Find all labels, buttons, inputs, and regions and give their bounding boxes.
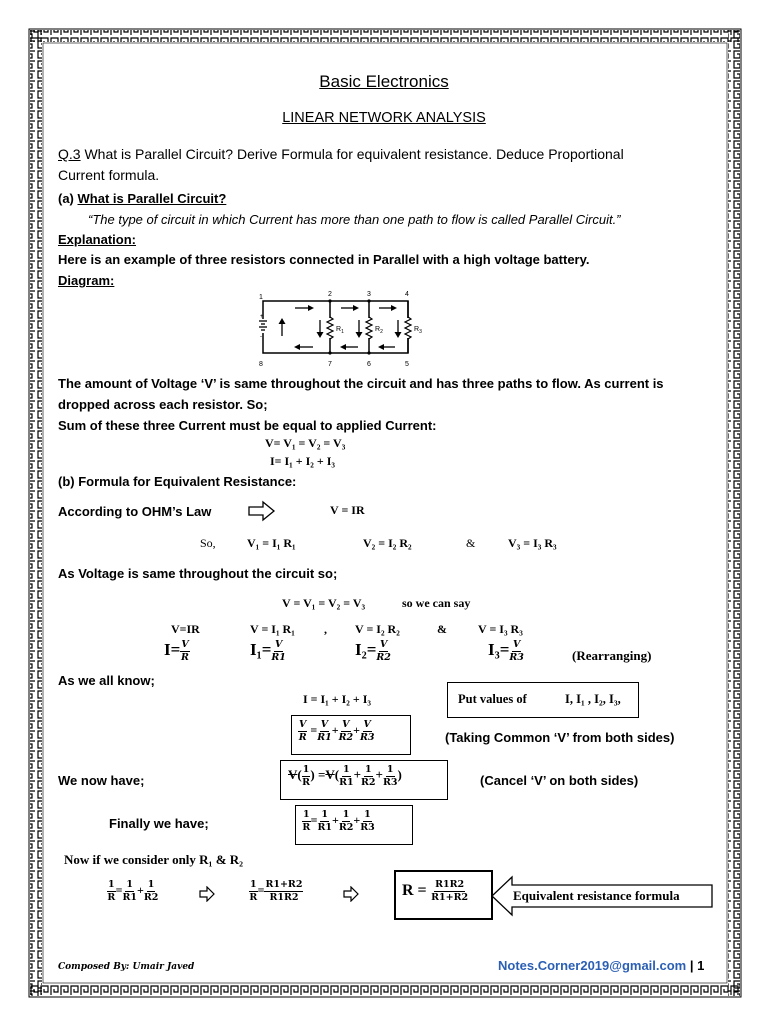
question-text: What is Parallel Circuit? Derive Formula for equivalent resistance. Deduce Proportional [80, 146, 624, 162]
part-b-heading: (b) Formula for Equivalent Resistance: [58, 474, 297, 489]
diagram-heading: Diagram: [58, 273, 115, 288]
we-now-have: We now have; [58, 773, 145, 788]
question-line-2: Current formula. [58, 167, 160, 183]
v3-equation: V₃ = I₃ R₃ [508, 536, 557, 550]
i2-formula [355, 640, 391, 662]
part-a-prefix: (a) [58, 191, 78, 206]
composed-by: Composed By: Umair Javed [58, 962, 195, 972]
i1-lhs: I₁= [250, 640, 272, 660]
voltage-same-equation: V = V₁ = V₂ = V₃ [282, 596, 366, 610]
finally-we-have: Finally we have; [109, 816, 209, 831]
two-resistor-combined: $\frac{1}{R}$ = $\frac{R1+R2}{R1R2}$ [249, 879, 303, 903]
row-v2: V = I₂ R₂ [355, 622, 400, 636]
as-we-know: As we all know; [58, 673, 155, 688]
i3-formula [488, 640, 524, 662]
page-subtitle: LINEAR NETWORK ANALYSIS [282, 110, 486, 126]
part-a-heading [58, 191, 226, 206]
common-v-equation: $\frac{V}{R}$ = $\frac{V}{R1}$ + $\frac{V}{R2}$ + $\frac{V}{R3}$ [298, 719, 375, 743]
so-we-can-say: so we can say [402, 596, 471, 610]
hollow-arrow-icon [198, 886, 216, 902]
same-voltage-text: As Voltage is same throughout the circuit so; [58, 566, 338, 581]
node-1-label: 1 [259, 294, 263, 301]
row-comma: , [324, 622, 327, 636]
ampersand: & [466, 536, 476, 550]
paragraph-2: Sum of these three Current must be equal to applied Current: [58, 418, 437, 433]
question-number: Q.3 [58, 146, 81, 162]
consider-r1-r2: Now if we consider only R₁ & R₂ [64, 852, 244, 867]
so-label: So, [200, 536, 216, 550]
svg-text:-: - [260, 334, 262, 340]
put-values-vars: I, I₁ , I₂, I₃, [565, 692, 621, 706]
node-6-label: 6 [367, 361, 371, 368]
v2-equation: V₂ = I₂ R₂ [363, 536, 412, 550]
resistor-r2-label: $R_2$ [375, 326, 383, 335]
paragraph-1b: dropped across each resistor. So; [58, 397, 268, 412]
node-8-label: 8 [259, 361, 263, 368]
row-amp: & [437, 622, 447, 636]
footer-sep: | [686, 958, 698, 973]
row-v1: V = I₁ R₁ [250, 622, 295, 636]
svg-text:+: + [260, 314, 264, 320]
page-number: 1 [697, 958, 705, 973]
node-4-label: 4 [405, 291, 409, 298]
equivalent-formula-label: Equivalent resistance formula [513, 888, 680, 903]
rearranging-note: (Rearranging) [572, 648, 652, 663]
ohm-equation: V = IR [330, 503, 365, 517]
row-vir: V=IR [171, 622, 200, 636]
paragraph-1a: The amount of Voltage ‘V’ is same throughout the circuit and has three paths to flow. As current is [58, 376, 664, 391]
ohm-law-text: According to OHM’s Law [58, 504, 212, 519]
cancel-v-equation: V( $\frac{1}{R}$ ) =V( $\frac{1}{R1}$ + $\frac{1}{R2}$ + $\frac{1}{R3}$ ) [288, 764, 402, 788]
right-arrow-icon [247, 499, 277, 523]
parallel-circuit-diagram [255, 288, 430, 370]
taking-common-note: (Taking Common ‘V’ from both sides) [445, 730, 675, 745]
equivalent-resistance-formula: R = $\frac{R1R2}{R1+R2}$ [402, 879, 469, 903]
i2-lhs: I₂= [355, 640, 377, 660]
node-2-label: 2 [328, 291, 332, 298]
v1-equation: V₁ = I₁ R₁ [247, 536, 296, 550]
put-values-label: Put values of [458, 692, 527, 706]
i-formula [164, 640, 190, 662]
row-v3: V = I₃ R₃ [478, 622, 523, 636]
part-a-title: What is Parallel Circuit? [77, 191, 227, 206]
v-over-r: $\frac{V}{R}$ [181, 639, 189, 663]
current-sum-equation: I = I₁ + I₂ + I₃ [303, 692, 371, 706]
node-5-label: 5 [405, 361, 409, 368]
i3-lhs: I₃= [488, 640, 510, 660]
v-over-r2: $\frac{V}{R2}$ [376, 639, 391, 663]
resistor-r3-label: $R_3$ [414, 326, 422, 335]
explanation-text: Here is an example of three resistors connected in Parallel with a high voltage battery. [58, 252, 590, 267]
node-7-label: 7 [328, 361, 332, 368]
hollow-arrow-icon [342, 886, 360, 902]
question-line [58, 146, 624, 162]
v-over-r3: $\frac{V}{R3}$ [509, 639, 524, 663]
final-formula: $\frac{1}{R}$ = $\frac{1}{R1}$ + $\frac{1}{R2}$ + $\frac{1}{R3}$ [302, 809, 375, 833]
current-equation: I= I₁ + I₂ + I₃ [270, 454, 335, 468]
voltage-equation: V= V₁ = V₂ = V₃ [265, 436, 346, 450]
email-link[interactable]: Notes.Corner2019@gmail.com [498, 958, 687, 973]
explanation-heading: Explanation: [58, 232, 137, 247]
cancel-note: (Cancel ‘V’ on both sides) [480, 773, 639, 788]
i1-formula [250, 640, 286, 662]
v-over-r1: $\frac{V}{R1}$ [271, 639, 286, 663]
i-lhs: I= [164, 640, 181, 660]
two-resistor-sum: $\frac{1}{R}$ = $\frac{1}{R1}$ + $\frac{1}{R2}$ [107, 879, 159, 903]
node-3-label: 3 [367, 291, 371, 298]
page-title: Basic Electronics [319, 72, 449, 91]
footer-right [498, 958, 704, 973]
definition-quote: “The type of circuit in which Current has more than one path to flow is called Parallel Circuit.” [88, 212, 621, 227]
resistor-r1-label: $R_1$ [336, 326, 344, 335]
